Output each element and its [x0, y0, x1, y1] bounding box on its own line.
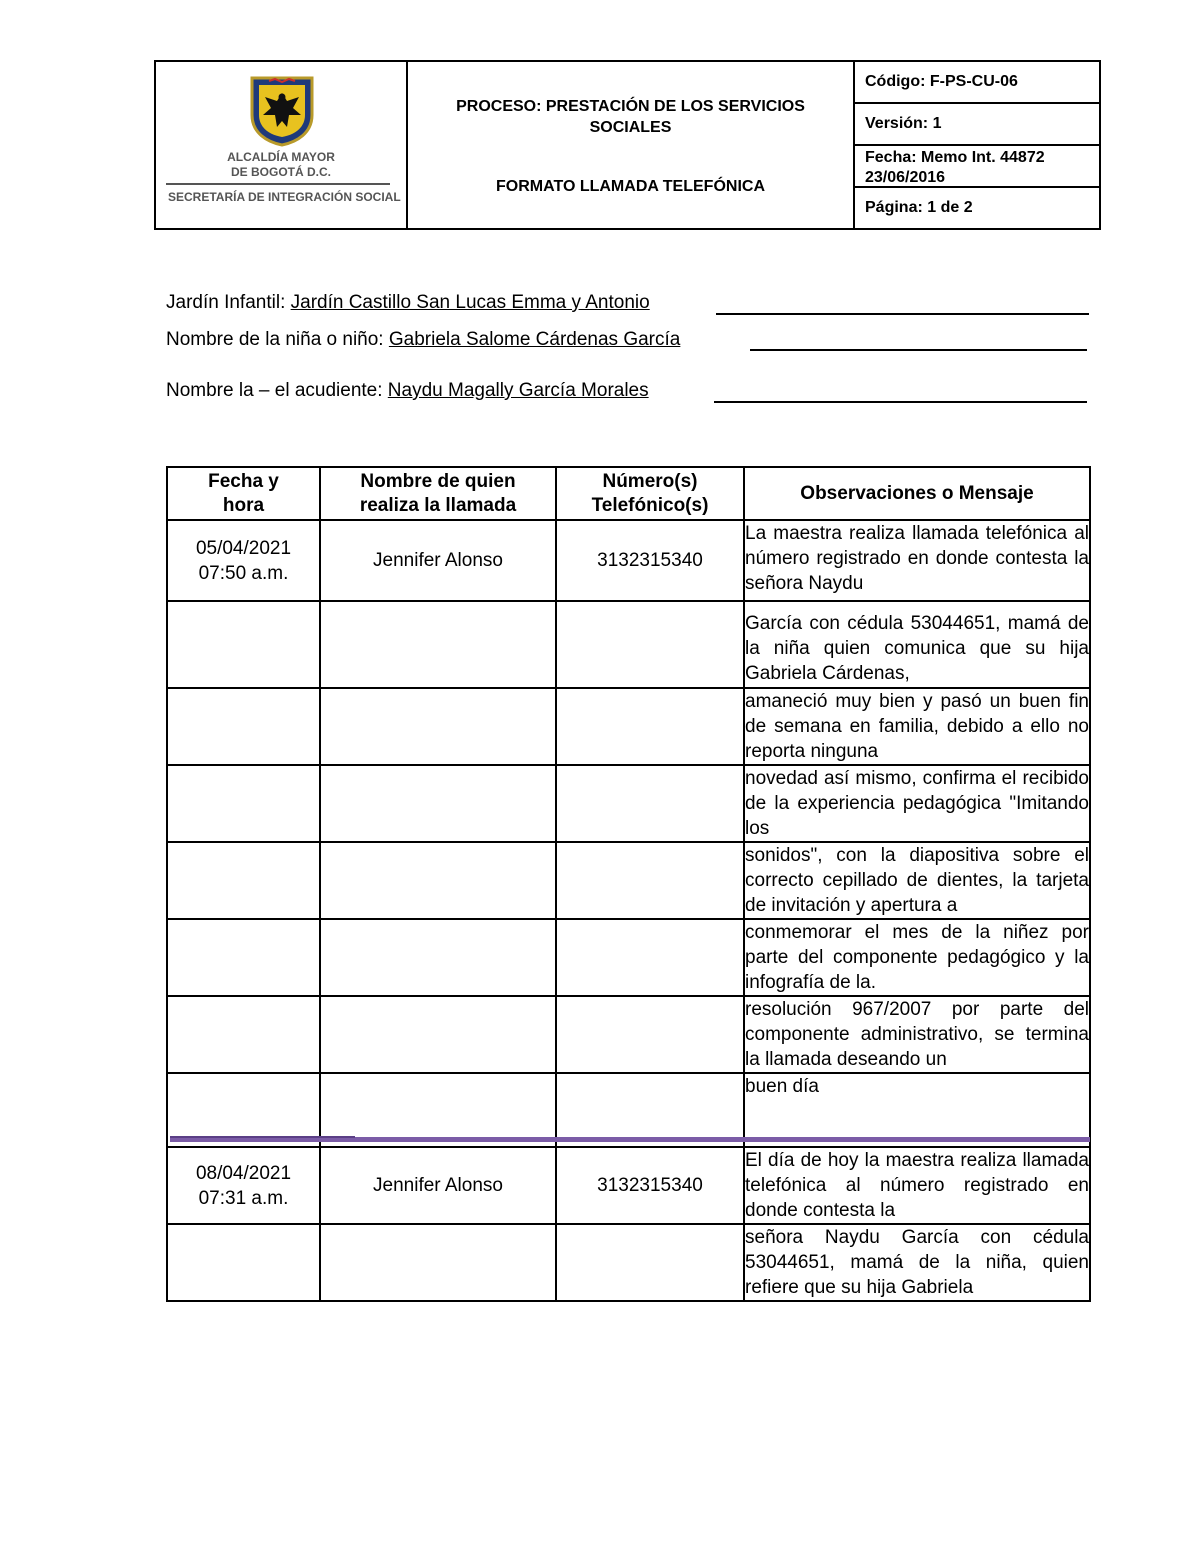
nombre-cell: Jennifer Alonso: [320, 1147, 556, 1224]
obs-cell: señora Naydu García con cédula 53044651, mamá de la niña, quien refiere que su hija Gabriela: [744, 1224, 1090, 1301]
table-header-row: [167, 467, 1090, 520]
nombre-cell: [320, 765, 556, 842]
fecha-line1: Fecha: Memo Int. 44872: [865, 149, 1045, 166]
nino-value: Gabriela Salome Cárdenas García: [388, 329, 681, 350]
numero-header-l2: Telefónico(s): [591, 494, 709, 516]
document-header: [154, 60, 1101, 230]
nombre-cell: Jennifer Alonso: [320, 520, 556, 601]
acudiente-field: [166, 380, 649, 402]
numero-cell: [556, 919, 744, 996]
fecha-cell: [167, 520, 320, 601]
alcaldia-text: [156, 150, 406, 180]
numero-header-l1: Número(s): [602, 470, 698, 492]
alcaldia-line2: DE BOGOTÁ D.C.: [230, 165, 331, 179]
numero-cell: [556, 765, 744, 842]
jardin-label: Jardín Infantil:: [166, 292, 291, 313]
fecha-cell: [167, 919, 320, 996]
obs-header: Observaciones o Mensaje: [744, 467, 1090, 520]
table-row: [167, 996, 1090, 1073]
fecha-date: 08/04/2021: [195, 1162, 292, 1184]
obs-cell: conmemorar el mes de la niñez por parte del componente pedagógico y la infografía de la.: [744, 919, 1090, 996]
table-row: [167, 1147, 1090, 1224]
fecha-date: 05/04/2021: [195, 537, 292, 559]
obs-cell: buen día: [744, 1073, 1090, 1147]
fecha-cell: [167, 765, 320, 842]
numero-cell: [556, 688, 744, 765]
fecha-cell: [167, 842, 320, 919]
nino-field: [166, 329, 680, 351]
fecha-time: 07:50 a.m.: [198, 562, 289, 584]
nombre-cell: [320, 688, 556, 765]
nombre-header-l1: Nombre de quien: [360, 470, 516, 492]
numero-cell: [556, 996, 744, 1073]
numero-cell: [556, 1224, 744, 1301]
secretaria-text: SECRETARÍA DE INTEGRACIÓN SOCIAL: [168, 190, 401, 204]
fecha-line2: 23/06/2016: [865, 169, 946, 186]
numero-cell: 3132315340: [556, 520, 744, 601]
nombre-cell: [320, 601, 556, 688]
call-log-table: [166, 466, 1091, 1302]
version-cell: Versión: 1: [855, 104, 1099, 146]
codigo-cell: Código: F-PS-CU-06: [855, 62, 1099, 104]
numero-cell: 3132315340: [556, 1147, 744, 1224]
fecha-cell: [167, 1224, 320, 1301]
bogota-coat-of-arms-icon: [249, 75, 315, 147]
fecha-header-l2: hora: [222, 494, 265, 516]
fecha-cell: [855, 146, 1099, 188]
jardin-value: Jardín Castillo San Lucas Emma y Antonio: [290, 292, 650, 313]
fecha-cell: [167, 601, 320, 688]
obs-cell: resolución 967/2007 por parte del componente administrativo, se termina la llamada deseando un: [744, 996, 1090, 1073]
page-break-marker-accent: [170, 1136, 355, 1138]
nombre-cell: [320, 842, 556, 919]
logo-divider: [166, 183, 390, 185]
numero-cell: [556, 601, 744, 688]
fecha-cell: [167, 1147, 320, 1224]
logo-block: [156, 62, 408, 228]
nombre-cell: [320, 1224, 556, 1301]
jardin-field: [166, 292, 650, 314]
formato-title: FORMATO LLAMADA TELEFÓNICA: [495, 178, 765, 195]
obs-cell: El día de hoy la maestra realiza llamada telefónica al número registrado en donde contesta la: [744, 1147, 1090, 1224]
numero-header: [556, 467, 744, 520]
nino-underline: [750, 349, 1087, 351]
obs-cell: novedad así mismo, confirma el recibido de la experiencia pedagógica "Imitando los: [744, 765, 1090, 842]
table-row: [167, 601, 1090, 688]
obs-cell: amaneció muy bien y pasó un buen fin de semana en familia, debido a ello no reporta ninguna: [744, 688, 1090, 765]
obs-cell: García con cédula 53044651, mamá de la niña quien comunica que su hija Gabriela Cárdenas,: [744, 601, 1090, 688]
table-row: [167, 520, 1090, 601]
obs-cell: La maestra realiza llamada telefónica al número registrado en donde contesta la señora Naydu: [744, 520, 1090, 601]
table-row: [167, 765, 1090, 842]
fecha-header: [167, 467, 320, 520]
proceso-title: PROCESO: PRESTACIÓN DE LOS SERVICIOS SOCIALES: [456, 98, 805, 136]
obs-cell: sonidos", con la diapositiva sobre el correcto cepillado de dientes, la tarjeta de invitación y apertura a: [744, 842, 1090, 919]
table-row: [167, 688, 1090, 765]
fecha-header-l1: Fecha y: [208, 470, 279, 492]
nino-label: Nombre de la niña o niño:: [166, 329, 389, 350]
acudiente-label: Nombre la – el acudiente:: [166, 380, 388, 401]
nombre-cell: [320, 919, 556, 996]
numero-cell: [556, 842, 744, 919]
fecha-cell: [167, 996, 320, 1073]
fecha-cell: [167, 688, 320, 765]
fecha-time: 07:31 a.m.: [198, 1187, 289, 1209]
nombre-cell: [320, 1073, 556, 1147]
header-meta-block: [855, 62, 1099, 228]
table-row: [167, 842, 1090, 919]
alcaldia-line1: ALCALDÍA MAYOR: [227, 150, 335, 164]
pagina-cell: Página: 1 de 2: [865, 199, 973, 216]
table-row: [167, 919, 1090, 996]
numero-cell: [556, 1073, 744, 1147]
table-row: [167, 1224, 1090, 1301]
nombre-header: [320, 467, 556, 520]
acudiente-value: Naydu Magally García Morales: [387, 380, 649, 401]
nombre-header-l2: realiza la llamada: [359, 494, 517, 516]
nombre-cell: [320, 996, 556, 1073]
acudiente-underline: [714, 401, 1087, 403]
header-title-block: [408, 62, 855, 228]
jardin-underline: [716, 313, 1089, 315]
